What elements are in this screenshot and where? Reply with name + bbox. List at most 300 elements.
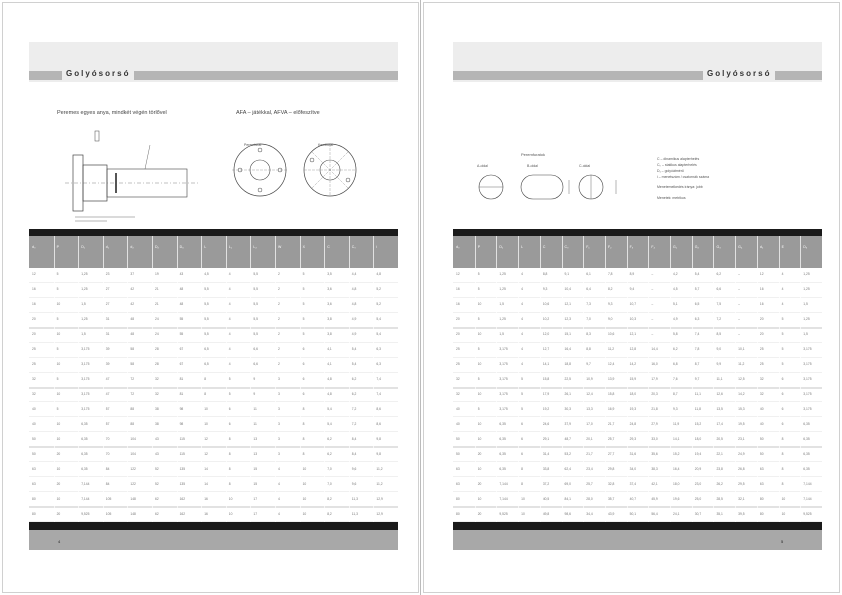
table-cell: 20	[477, 451, 482, 456]
table-cell: 4	[228, 287, 231, 292]
table-cell: 50	[456, 451, 460, 456]
table-cell: 4,1	[327, 362, 332, 367]
table-cell: 13	[253, 451, 258, 456]
table-cell: 6,35	[499, 451, 506, 456]
table-cell: 7,144	[803, 496, 812, 501]
right-page-title: Golyósorsó	[703, 67, 775, 80]
table-cell: 6,6	[253, 362, 258, 367]
table-cell: 7,144	[81, 481, 90, 486]
table-cell: 5	[302, 332, 305, 337]
table-cell: 29,1	[542, 436, 550, 441]
column-separator	[275, 236, 276, 522]
table-cell: 5,1	[673, 302, 678, 307]
table-cell: 25	[32, 347, 36, 352]
table-cell: 29,8	[607, 466, 615, 471]
table-cell: 8,2	[327, 496, 332, 501]
header-cell: G₁	[673, 245, 677, 249]
table-cell: 3,175	[803, 406, 812, 411]
table-row	[453, 297, 822, 298]
column-separator	[475, 236, 476, 522]
note-thread-type: Menetek: metrikus	[657, 196, 686, 200]
table-cell: 4,2	[673, 272, 678, 277]
table-cell: 162	[179, 511, 186, 516]
flange-hole-drawing-b	[300, 140, 360, 200]
table-cell: 4	[521, 362, 523, 367]
table-cell: 5	[521, 392, 523, 396]
table-cell: 6,35	[803, 451, 810, 456]
table-cell: 5	[56, 377, 59, 382]
table-cell: 19,2	[542, 406, 550, 411]
column-separator	[670, 236, 671, 522]
table-cell: 6,2	[716, 272, 722, 277]
table-cell: 4	[278, 466, 280, 471]
table-row	[453, 476, 822, 477]
table-cell: 5,8	[673, 332, 678, 337]
table-cell: 39	[105, 362, 110, 367]
header-cell: L	[521, 245, 524, 249]
table-cell: 3,175	[81, 377, 90, 382]
table-cell: 6,5	[204, 347, 209, 352]
table-cell: 4,5	[204, 272, 209, 277]
table-cell: 8	[228, 436, 231, 441]
table-cell: 8	[228, 451, 231, 456]
table-cell: 12	[32, 272, 36, 277]
table-cell: 26,8	[738, 466, 745, 471]
table-cell: 11	[253, 406, 257, 411]
table-cell: 4	[781, 302, 784, 307]
legend-item-d1: D₁ – golyóátmérő	[657, 169, 684, 173]
header-cell: X	[302, 245, 305, 249]
table-cell: 9,0	[607, 317, 613, 322]
table-cell: 22,5	[564, 377, 571, 382]
table-cell: 3,175	[499, 406, 508, 411]
table-cell: 5	[56, 406, 59, 411]
table-cell: 2	[278, 362, 280, 367]
table-cell: 5,4	[327, 406, 332, 411]
table-cell: 6,2	[327, 436, 332, 441]
table-cell: 6,6	[253, 347, 258, 352]
table-cell: 15,3	[738, 406, 745, 411]
table-cell: 13,9	[607, 377, 615, 382]
table-cell: 40,7	[629, 496, 637, 501]
table-cell: 52	[155, 466, 159, 471]
header-cell: E	[781, 245, 784, 249]
table-cell: 12,8	[629, 347, 637, 352]
table-cell: 7,2	[351, 406, 357, 411]
table-cell: 24,9	[738, 451, 745, 456]
legend-item-c0: C₀ – statikus alapterhelés	[657, 163, 697, 167]
table-cell: 7,144	[499, 496, 508, 501]
table-cell: 5	[302, 317, 305, 322]
column-separator	[605, 236, 606, 522]
table-cell: 11,2	[376, 466, 383, 471]
table-cell: 63	[759, 481, 764, 486]
table-cell: 84	[105, 466, 110, 471]
table-cell: 6,8	[673, 362, 678, 367]
column-separator	[583, 236, 584, 522]
table-cell: 5,7	[694, 287, 700, 292]
table-cell: 5,5	[253, 317, 258, 322]
flange-hole-drawing-a	[230, 140, 290, 200]
kenofurat-label: Kenőfurat	[318, 143, 334, 147]
table-cell: 80	[32, 511, 36, 516]
table-cell: 4,5	[673, 287, 678, 292]
table-cell: 6	[521, 451, 523, 456]
table-cell: 17,0	[586, 421, 593, 426]
table-cell: 12,9	[376, 496, 383, 501]
table-cell: 37,2	[542, 481, 550, 486]
table-cell: 1,25	[803, 287, 810, 292]
table-row	[29, 401, 398, 402]
table-cell: 38	[155, 406, 159, 411]
column-separator	[177, 236, 178, 522]
table-cell: 4,8	[351, 287, 357, 292]
table-cell: 1,5	[499, 302, 504, 307]
table-cell: 63	[456, 466, 460, 471]
header-cell: d₂	[759, 245, 764, 249]
column-separator	[648, 236, 649, 522]
table-cell: 6	[302, 362, 305, 367]
table-cell: 5	[56, 317, 59, 322]
table-cell: 1,5	[803, 332, 808, 337]
table-cell: 16	[204, 496, 208, 501]
column-separator	[78, 236, 79, 522]
table-cell: 9,0	[716, 347, 722, 352]
table-cell: 58	[130, 347, 135, 352]
table-cell: 33,8	[542, 466, 550, 471]
table-cell: 13,5	[716, 406, 723, 411]
table-cell: 98	[179, 421, 184, 426]
table-cell: 24,6	[542, 421, 550, 426]
table-cell: 31	[105, 332, 110, 337]
table-cell: 12	[204, 451, 208, 456]
table-cell: 55	[179, 317, 184, 322]
table-cell: 6	[302, 347, 305, 352]
table-cell: 135	[179, 481, 186, 486]
table-cell: 20	[56, 481, 61, 486]
table-cell: 6,35	[499, 421, 506, 426]
table-cell: 8	[228, 481, 231, 486]
table-cell: 104	[130, 436, 136, 441]
table-cell: 10,1	[738, 347, 745, 352]
table-cell: 8	[781, 451, 784, 456]
table-cell: 43	[155, 436, 159, 441]
table-row	[453, 416, 822, 417]
table-cell: 5,4	[376, 332, 381, 337]
table-cell: 6,6	[716, 287, 722, 292]
table-cell: 80	[759, 511, 764, 516]
table-cell: 27	[105, 287, 110, 292]
table-cell: 5	[302, 302, 305, 307]
left-caption: Peremes egyes anya, mindkét végén törlővel	[57, 110, 167, 116]
table-cell: 10	[477, 466, 482, 471]
table-cell: 8,7	[673, 392, 678, 396]
table-cell: 15,2	[673, 451, 680, 456]
table-cell: 9	[253, 377, 256, 382]
table-cell: 11,2	[376, 481, 383, 486]
table-cell: 6,35	[803, 436, 810, 441]
table-row	[453, 327, 822, 329]
table-cell: 4,8	[376, 272, 381, 277]
table-cell: 10	[204, 406, 208, 411]
table-cell: 8	[521, 466, 523, 471]
table-cell: 3,175	[803, 362, 812, 367]
table-cell: 33,0	[651, 436, 658, 441]
table-cell: 8	[302, 436, 305, 441]
table-cell: 25	[759, 347, 764, 352]
table-cell: 18,0	[629, 392, 637, 396]
header-cell: G₂	[694, 245, 699, 249]
table-cell: 8	[204, 392, 207, 396]
table-cell: 3,175	[499, 377, 508, 382]
table-cell: 9,4	[629, 287, 635, 292]
table-cell: 27,9	[651, 421, 658, 426]
table-cell: 16,4	[673, 466, 680, 471]
table-cell: 10,7	[629, 302, 637, 307]
left-table-header	[29, 236, 398, 268]
table-cell: 70	[105, 451, 110, 456]
table-cell: 16	[32, 287, 36, 292]
table-cell: 5	[56, 347, 59, 352]
table-cell: 5	[521, 406, 523, 411]
table-cell: 6	[781, 377, 784, 382]
header-cell: d₂	[130, 245, 134, 249]
table-row	[453, 282, 822, 283]
table-cell: 5,5	[204, 302, 209, 307]
table-cell: 32,1	[738, 496, 745, 501]
header-cell: C₀	[564, 245, 569, 249]
right-table-top-bar	[453, 229, 822, 236]
table-cell: 15	[253, 466, 258, 471]
table-cell: 5,2	[376, 302, 381, 307]
table-row	[453, 506, 822, 508]
header-cell: L₁	[228, 245, 232, 249]
table-cell: 10	[521, 496, 525, 501]
table-cell: 6,35	[81, 421, 88, 426]
table-cell: 9,1	[564, 272, 570, 277]
peremfurat-label: Peremfurat	[244, 143, 262, 147]
column-separator	[152, 236, 153, 522]
table-row	[29, 357, 398, 358]
table-cell: 4,1	[327, 347, 332, 352]
table-cell: 4	[521, 302, 523, 307]
column-separator	[496, 236, 497, 522]
table-cell: 3,175	[499, 362, 508, 367]
table-cell: 162	[179, 496, 186, 501]
column-separator	[800, 236, 801, 522]
table-row	[453, 387, 822, 389]
table-cell: 3,175	[81, 392, 90, 396]
table-cell: 2	[278, 317, 280, 322]
table-cell: 38	[155, 421, 159, 426]
table-cell: 9,7	[694, 377, 700, 382]
header-cell: F₃	[629, 245, 634, 249]
table-cell: 28	[155, 362, 159, 367]
left-table-bottom-bar	[29, 522, 398, 530]
table-cell: 52	[155, 481, 159, 486]
table-cell: 1,5	[81, 302, 86, 307]
table-cell: 9,3	[607, 302, 613, 307]
table-cell: 4	[781, 287, 784, 292]
table-cell: 10	[228, 496, 233, 501]
table-cell: 40	[456, 406, 460, 411]
table-cell: 10	[477, 421, 482, 426]
table-cell: –	[651, 272, 654, 277]
table-cell: 8	[521, 481, 523, 486]
table-cell: 10	[477, 436, 482, 441]
table-cell: 3	[278, 421, 280, 426]
table-cell: 2	[278, 272, 280, 277]
table-cell: 10,6	[607, 332, 615, 337]
table-cell: 8,9	[629, 272, 635, 277]
table-cell: 8,6	[376, 421, 381, 426]
table-cell: 10,4	[564, 287, 571, 292]
table-cell: 16	[759, 302, 764, 307]
table-cell: 50	[759, 451, 764, 456]
table-cell: 10	[56, 421, 61, 426]
table-cell: 9,3	[542, 287, 548, 292]
table-cell: 9,525	[803, 511, 812, 516]
header-cell: D₁	[81, 245, 85, 249]
table-cell: 48	[179, 302, 184, 307]
table-row	[453, 446, 822, 448]
table-cell: 50	[32, 451, 36, 456]
table-cell: 88	[130, 406, 135, 411]
table-cell: 45,9	[651, 496, 658, 501]
table-cell: 18,0	[694, 436, 702, 441]
table-cell: 10	[56, 496, 61, 501]
table-cell: 11,1	[694, 392, 701, 396]
table-cell: 4	[521, 347, 523, 352]
table-cell: 10	[781, 496, 786, 501]
table-cell: 48	[130, 317, 135, 322]
table-cell: 8	[302, 421, 305, 426]
table-cell: 32,8	[607, 481, 615, 486]
table-cell: 17	[253, 511, 258, 516]
table-cell: 11	[253, 421, 257, 426]
table-cell: 5	[302, 287, 305, 292]
column-separator	[127, 236, 128, 522]
table-cell: 20	[56, 511, 61, 516]
table-cell: 19,6	[673, 496, 680, 501]
table-row	[453, 431, 822, 432]
table-cell: 80	[32, 496, 36, 501]
table-cell: –	[651, 332, 654, 337]
table-cell: 4	[228, 302, 231, 307]
table-cell: 40	[32, 406, 36, 411]
header-cell: d₀	[456, 245, 460, 249]
table-cell: 5	[228, 377, 231, 382]
table-cell: 10	[477, 332, 482, 337]
header-cell: G₄	[738, 245, 743, 249]
table-cell: 53,2	[564, 451, 571, 456]
table-cell: 3,175	[81, 347, 90, 352]
table-cell: 20	[456, 317, 460, 322]
table-cell: 4,9	[673, 317, 678, 322]
table-cell: 25	[456, 347, 460, 352]
table-cell: 4	[228, 347, 231, 352]
table-cell: 30,7	[694, 511, 702, 516]
table-cell: 8,8	[586, 347, 591, 352]
table-cell: –	[651, 302, 654, 307]
table-row	[453, 491, 822, 492]
table-cell: 6,5	[204, 362, 209, 367]
table-cell: 10	[56, 392, 61, 396]
table-cell: 5	[521, 377, 523, 382]
right-footer	[453, 530, 822, 550]
table-cell: 5	[228, 392, 231, 396]
table-row	[453, 372, 822, 373]
table-row	[453, 461, 822, 462]
table-cell: 50	[456, 436, 460, 441]
table-cell: 88	[130, 421, 135, 426]
table-cell: 40	[759, 406, 764, 411]
table-cell: 105	[105, 496, 112, 501]
table-cell: 16,9	[607, 406, 615, 411]
table-cell: 1,25	[81, 317, 88, 322]
flange-hole-profiles	[471, 172, 641, 202]
column-separator	[713, 236, 714, 522]
table-cell: 15,2	[694, 421, 702, 426]
table-cell: 10	[56, 466, 61, 471]
table-cell: 26,1	[564, 392, 571, 396]
header-cell: P	[477, 245, 481, 249]
table-cell: 10,6	[542, 302, 550, 307]
header-cell: d₁	[105, 245, 109, 249]
table-cell: 16	[456, 287, 460, 292]
table-cell: 12,7	[542, 347, 550, 352]
table-cell: 24	[155, 317, 159, 322]
table-cell: 1,5	[499, 332, 504, 337]
table-cell: –	[738, 287, 741, 292]
table-row	[29, 312, 398, 313]
column-separator	[757, 236, 758, 522]
table-row	[29, 282, 398, 283]
table-cell: 12,4	[607, 362, 615, 367]
table-cell: 5,5	[253, 302, 258, 307]
table-cell: 32	[456, 392, 460, 396]
table-cell: 8,4	[351, 436, 357, 441]
table-cell: 8	[781, 466, 784, 471]
table-cell: 35,1	[716, 511, 723, 516]
table-cell: –	[738, 332, 741, 337]
table-cell: 48	[130, 332, 135, 337]
table-cell: 40	[456, 421, 460, 426]
table-cell: 31,4	[542, 451, 550, 456]
column-separator	[250, 236, 251, 522]
left-table-top-bar	[29, 229, 398, 236]
table-cell: 63	[759, 466, 764, 471]
table-cell: 20,9	[694, 466, 702, 471]
left-table-body	[29, 268, 398, 522]
table-cell: 4	[521, 317, 523, 322]
table-cell: 42	[130, 287, 135, 292]
table-cell: 50,1	[629, 511, 637, 516]
table-cell: 62,4	[564, 466, 571, 471]
table-cell: 10	[477, 302, 482, 307]
table-cell: 105	[105, 511, 112, 516]
table-cell: 49,8	[542, 511, 550, 516]
table-cell: 8,7	[694, 362, 700, 367]
table-cell: 5	[781, 347, 784, 352]
table-cell: 148	[130, 496, 136, 501]
table-cell: 6,35	[499, 436, 506, 441]
header-cell: i	[376, 245, 378, 249]
table-cell: 16	[32, 302, 36, 307]
table-row	[29, 327, 398, 329]
table-cell: 11,2	[607, 347, 615, 352]
table-cell: 4	[278, 496, 280, 501]
